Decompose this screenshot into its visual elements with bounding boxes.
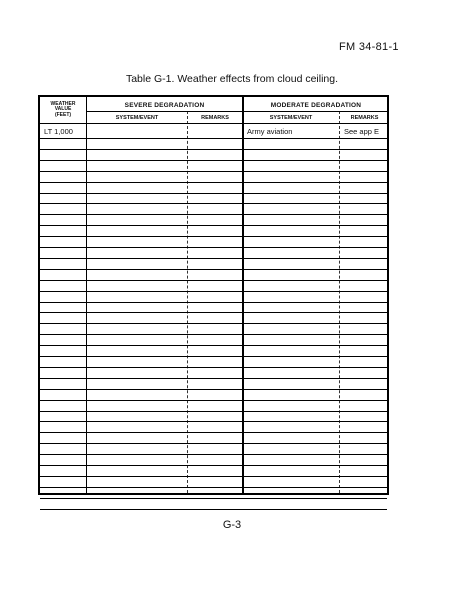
moderate-system-event-header: SYSTEM/EVENT — [269, 115, 313, 121]
table-row-rule — [40, 291, 387, 292]
table-row-rule — [40, 247, 387, 248]
group-header-underline — [86, 111, 387, 112]
row1-weather-value: LT 1,000 — [44, 127, 73, 136]
table-row-rule — [40, 258, 387, 259]
weather-value-header — [40, 102, 86, 118]
row1-moderate-remarks: See app E — [344, 127, 380, 136]
weather-value-header-line3: (FEET) — [54, 111, 72, 118]
table-row-rule — [40, 356, 387, 357]
table-caption: Table G-1. Weather effects from cloud ceiling. — [125, 73, 339, 85]
table-row-rule — [40, 345, 387, 346]
table-row-rule — [40, 443, 387, 444]
moderate-degradation-header: MODERATE DEGRADATION — [270, 102, 362, 109]
severe-degradation-header: SEVERE DEGRADATION — [124, 102, 205, 109]
table-row-rule — [40, 214, 387, 215]
table-row-rule — [40, 378, 387, 379]
header-bottom-rule — [40, 123, 387, 124]
table-row-rule — [40, 149, 387, 150]
degradation-group-divider — [242, 97, 244, 493]
table-row-rule — [40, 411, 387, 412]
table-row-rule — [40, 389, 387, 390]
severe-system-event-header: SYSTEM/EVENT — [115, 115, 159, 121]
weather-value-header-line2: VALUE — [54, 106, 72, 113]
table-row-rule — [40, 421, 387, 422]
table-row-rule — [40, 138, 387, 139]
table-row-rule — [40, 312, 387, 313]
row1-moderate-system-event: Army aviation — [247, 127, 293, 136]
table-row-rule — [40, 476, 387, 477]
table-row-rule — [40, 498, 387, 499]
table-row-rule — [40, 182, 387, 183]
table-row-rule — [40, 171, 387, 172]
table-row-rule — [40, 432, 387, 433]
table-row-rule — [40, 334, 387, 335]
table-row-rule — [40, 454, 387, 455]
table-row-rule — [40, 193, 387, 194]
table-row-rule — [40, 323, 387, 324]
table-row-rule — [40, 236, 387, 237]
table-row-rule — [40, 160, 387, 161]
table-row-rule — [40, 509, 387, 510]
table-row-rule — [40, 269, 387, 270]
table-row-rule — [40, 225, 387, 226]
weather-value-column-divider — [86, 97, 87, 493]
table-row-rule — [40, 367, 387, 368]
weather-value-header-line1: WEATHER — [50, 101, 76, 107]
table-row-rule — [40, 203, 387, 204]
table-row-rule — [40, 487, 387, 488]
severe-remarks-header: REMARKS — [201, 115, 229, 121]
moderate-remarks-header: REMARKS — [350, 115, 379, 121]
page-footer-number: G-3 — [222, 519, 242, 531]
table-row-rule — [40, 465, 387, 466]
table-row-rule — [40, 400, 387, 401]
table-row-rule — [40, 280, 387, 281]
table-row-rule — [40, 302, 387, 303]
weather-effects-table — [38, 95, 389, 495]
page-header-id: FM 34-81-1 — [339, 41, 399, 53]
